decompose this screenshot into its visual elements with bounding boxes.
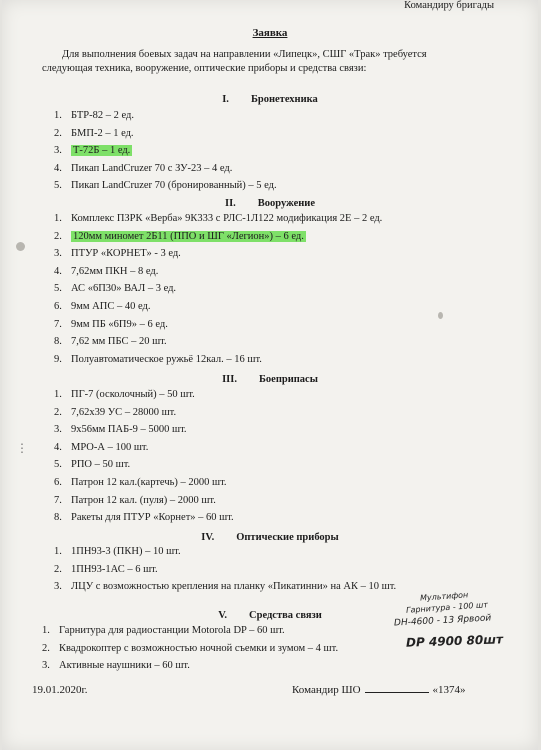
punch-hole-mark — [16, 242, 25, 251]
section-number: I. — [222, 94, 229, 105]
section-title-ammo — [2, 374, 538, 385]
item-text: Квадрокоптер с возможностью ночной съемки и зумом – 4 шт. — [59, 642, 339, 654]
handwritten-note-line3: DH-4600 - 13 Ярвоой — [393, 613, 492, 629]
document-page — [2, 0, 538, 750]
item-text: Ракеты для ПТУР «Корнет» – 60 шт. — [71, 512, 234, 524]
item-number: 5. — [54, 459, 62, 471]
list-item — [54, 474, 234, 492]
handwritten-note-line4: DP 4900 80шт — [405, 632, 504, 650]
list-item — [54, 263, 382, 281]
item-number: 1. — [54, 110, 62, 121]
signature-block — [292, 684, 466, 696]
item-text: Пикап LandCruzer 70 (бронированный) – 5 ед. — [71, 180, 277, 192]
item-text: ПТУР «КОРНЕТ» - 3 ед. — [71, 248, 181, 260]
list-item — [42, 640, 338, 658]
list-item — [54, 125, 277, 143]
list-item — [54, 578, 396, 596]
list-item — [54, 107, 277, 125]
ammo-list — [54, 386, 234, 527]
armor-list — [54, 107, 277, 195]
item-number: 8. — [54, 336, 62, 348]
section-name: Бронетехника — [250, 94, 318, 105]
list-item — [42, 657, 338, 675]
item-text: 120мм миномет 2Б11 (ППО и ШГ «Легион») – 6 ед. — [73, 230, 304, 242]
item-number: 3. — [54, 248, 62, 260]
item-number: 7. — [54, 318, 62, 330]
item-number: 4. — [54, 441, 62, 453]
item-text: ЛЦУ с возможностью крепления на планку «Пикатинни» на АК – 10 шт. — [71, 581, 397, 593]
item-text: Патрон 12 кал.(картечь) – 2000 шт. — [71, 476, 227, 488]
signature-label: Командир ШО — [292, 684, 361, 696]
item-number: 6. — [54, 300, 62, 312]
section-name: Средства связи — [249, 610, 322, 621]
item-number: 3. — [42, 660, 50, 672]
list-item-highlighted — [54, 228, 382, 246]
section-title-weapons — [2, 198, 538, 209]
item-text: 9мм ПБ «6П9» – 6 ед. — [71, 318, 168, 330]
item-text: 9х56мм ПАБ-9 – 5000 шт. — [71, 424, 187, 436]
list-item — [54, 210, 382, 228]
weapons-list — [54, 210, 382, 368]
item-number: 2. — [54, 127, 62, 139]
list-item — [54, 456, 234, 474]
list-item — [54, 386, 234, 404]
item-number: 1. — [42, 625, 50, 636]
section-number: V. — [218, 610, 228, 621]
item-text: ПГ-7 (осколочный) – 50 шт. — [71, 389, 195, 400]
list-item — [54, 333, 382, 351]
section-name: Оптические приборы — [236, 532, 339, 543]
section-number: II. — [224, 198, 236, 209]
item-number: 1. — [54, 213, 62, 224]
section-name: Боеприпасы — [258, 374, 318, 385]
handwritten-note-line2: Гарнитура - 100 шт — [405, 600, 489, 615]
item-number: 3. — [54, 581, 62, 593]
intro-paragraph: Для выполнения боевых задач на направлении «Липецк», СШГ «Трак» требуется следующая техника, вооружение, оптические приборы и средства связи: — [42, 49, 427, 74]
item-text: Пикап LandCruzer 70 с ЗУ-23 – 4 ед. — [71, 162, 233, 174]
item-number: 3. — [54, 145, 62, 157]
item-number: 7. — [54, 494, 62, 506]
item-text: БТР-82 – 2 ед. — [71, 110, 135, 121]
item-number: 2. — [54, 563, 62, 575]
list-item — [54, 439, 234, 457]
item-number: 1. — [54, 389, 62, 400]
item-number: 2. — [42, 642, 50, 654]
item-number: 3. — [54, 424, 62, 436]
item-text: Полуавтоматическое ружьё 12кал. – 16 шт. — [71, 353, 262, 365]
list-item — [54, 404, 234, 422]
list-item — [54, 280, 382, 298]
item-number: 4. — [54, 265, 62, 277]
item-text: МРО-А – 100 шт. — [71, 441, 149, 453]
list-item — [54, 543, 396, 561]
item-text: РПО – 50 шт. — [71, 459, 131, 471]
section-title-optics — [2, 532, 538, 543]
handwritten-note-line1: Мультифон — [419, 590, 469, 603]
document-title: Заявка — [252, 27, 288, 39]
list-item — [54, 160, 277, 178]
item-text: 1ПН93-3 (ПКН) – 10 шт. — [71, 546, 181, 557]
callsign: «1374» — [432, 684, 466, 696]
list-item — [54, 421, 234, 439]
optics-list — [54, 543, 396, 596]
item-number: 2. — [54, 230, 62, 242]
item-text: 9мм АПС – 40 ед. — [71, 300, 151, 312]
item-number: 4. — [54, 162, 62, 174]
item-text: 7,62мм ПКН – 8 ед. — [71, 265, 159, 277]
list-item — [54, 509, 234, 527]
item-number: 2. — [54, 406, 62, 418]
item-number: 6. — [54, 476, 62, 488]
list-item — [54, 351, 382, 369]
item-text: Гарнитура для радиостанции Motorola DP – 60 шт. — [59, 625, 285, 636]
list-item-highlighted — [54, 142, 277, 160]
item-text: Комплекс ПЗРК «Верба» 9К333 с РЛС-1Л122 модификация 2Е – 2 ед. — [71, 213, 383, 224]
item-number: 5. — [54, 283, 62, 295]
item-text: БМП-2 – 1 ед. — [71, 127, 134, 139]
item-text: Патрон 12 кал. (пуля) – 2000 шт. — [71, 494, 216, 506]
section-number: III. — [222, 374, 237, 385]
item-text: Активные наушники – 60 шт. — [59, 660, 190, 672]
list-item — [42, 622, 338, 640]
margin-dots: ⋮ — [16, 441, 28, 455]
section-title-armor — [2, 94, 538, 105]
list-item — [54, 245, 382, 263]
list-item — [54, 316, 382, 334]
document-date: 19.01.2020г. — [32, 684, 88, 696]
punch-hole-mark — [438, 312, 443, 319]
item-text: 1ПН93-1АС – 6 шт. — [71, 563, 158, 575]
item-text: 7,62 мм ПБС – 20 шт. — [71, 336, 167, 348]
comms-list — [42, 622, 338, 675]
item-number: 9. — [54, 353, 62, 365]
item-text: АС «6П30» ВАЛ – 3 ед. — [71, 283, 177, 295]
list-item — [54, 492, 234, 510]
list-item — [54, 561, 396, 579]
item-text: 7,62х39 УС – 28000 шт. — [71, 406, 177, 418]
section-number: IV. — [201, 532, 215, 543]
signature-line — [365, 692, 429, 693]
list-item — [54, 177, 277, 195]
item-number: 1. — [54, 546, 62, 557]
item-number: 8. — [54, 512, 62, 524]
item-text: Т-72Б – 1 ед. — [73, 145, 131, 157]
list-item — [54, 298, 382, 316]
addressee: Командиру бригады — [404, 0, 494, 11]
section-name: Вооружение — [257, 198, 316, 209]
item-number: 5. — [54, 180, 62, 192]
